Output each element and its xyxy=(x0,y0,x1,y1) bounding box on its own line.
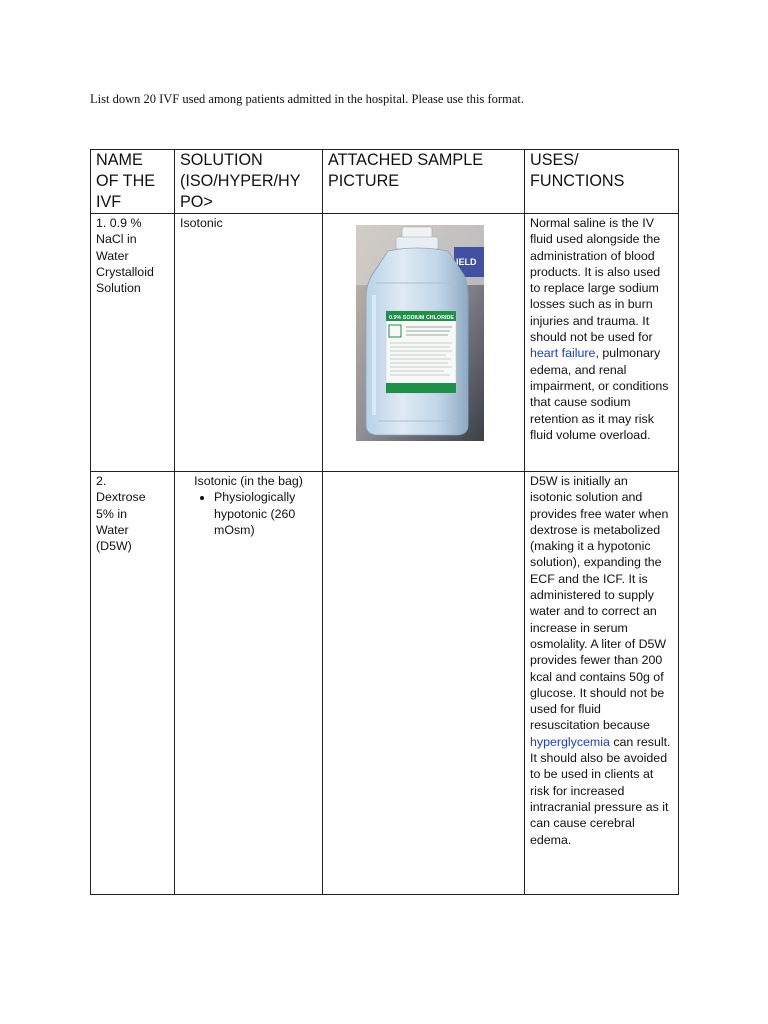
header-solution-line2: (ISO/HYPER/HY xyxy=(180,172,301,190)
row1-uses-cell xyxy=(525,214,679,472)
row2-name-line: (D5W) xyxy=(96,539,132,554)
table-row xyxy=(91,214,679,472)
row2-name-line: Water xyxy=(96,522,129,537)
row2-solution-bullets xyxy=(180,489,317,538)
row1-name-line: 1. 0.9 % xyxy=(96,216,142,230)
row1-solution-cell xyxy=(175,214,323,472)
ivf-table xyxy=(90,149,679,895)
row1-uses-text-end: , pulmonary edema, and renal impairment, or conditions that cause sodium retention as it may risk fluid volume overload. xyxy=(530,346,669,442)
row1-uses-text: Normal saline is the IV fluid used alongside the administration of blood products. It is also used to replace large sodium losses such as in burn injuries and trauma. It should not be used for xyxy=(530,216,661,345)
row1-solution: Isotonic xyxy=(180,216,223,230)
header-picture: ATTACHED SAMPLE PICTURE xyxy=(323,150,525,214)
row1-name-line: Solution xyxy=(96,281,141,296)
row2-uses-text-end: can result. It should also be avoided to be used in clients at risk for increased intracranial pressure as it can cause cerebral edema. xyxy=(530,734,671,847)
row2-solution-bullet: • Physiologically hypotonic (260 mOsm) xyxy=(214,489,317,538)
background-sign-text: IELD xyxy=(456,257,477,267)
row1-name-line: Water xyxy=(96,248,129,263)
row2-uses-text: D5W is initially an isotonic solution and provides free water when dextrose is metabolized (making it a hypotonic solution), expanding the ECF and the ICF. It is administered to supply water and to correct an increase in serum osmolality. A liter of D5W provides fewer than 200 kcal and contains 50g of glucose. It should not be used for fluid resuscitation because xyxy=(530,474,669,733)
row2-picture-cell xyxy=(323,472,525,895)
header-uses: USES/ FUNCTIONS xyxy=(525,150,679,214)
row2-name-cell xyxy=(91,472,175,895)
header-name: NAME OF THE IVF xyxy=(91,150,175,214)
bottle-label-text: 0.9% SODIUM CHLORIDE xyxy=(389,315,454,321)
row2-name-line: 2. xyxy=(96,474,107,488)
saline-bottle-photo xyxy=(356,225,484,441)
row1-name-cell xyxy=(91,214,175,472)
table-header-row xyxy=(91,150,679,214)
row2-name-line: 5% in xyxy=(96,506,127,521)
row2-uses-cell xyxy=(525,472,679,895)
row1-name-line: Crystalloid xyxy=(96,264,154,279)
heart-failure-link[interactable]: heart failure xyxy=(530,346,596,361)
table-row xyxy=(91,472,679,895)
hyperglycemia-link[interactable]: hyperglycemia xyxy=(530,734,610,749)
header-solution-line1: SOLUTION xyxy=(180,151,263,169)
instruction-text: List down 20 IVF used among patients admitted in the hospital. Please use this format. xyxy=(90,92,524,106)
row1-name-line: NaCl in xyxy=(96,232,137,247)
row2-solution: Isotonic (in the bag) xyxy=(194,474,303,488)
row2-name-line: Dextrose xyxy=(96,490,146,505)
row1-picture-cell xyxy=(323,214,525,472)
header-solution-line3: PO> xyxy=(180,193,213,211)
header-solution xyxy=(175,150,323,214)
row2-solution-cell xyxy=(175,472,323,895)
